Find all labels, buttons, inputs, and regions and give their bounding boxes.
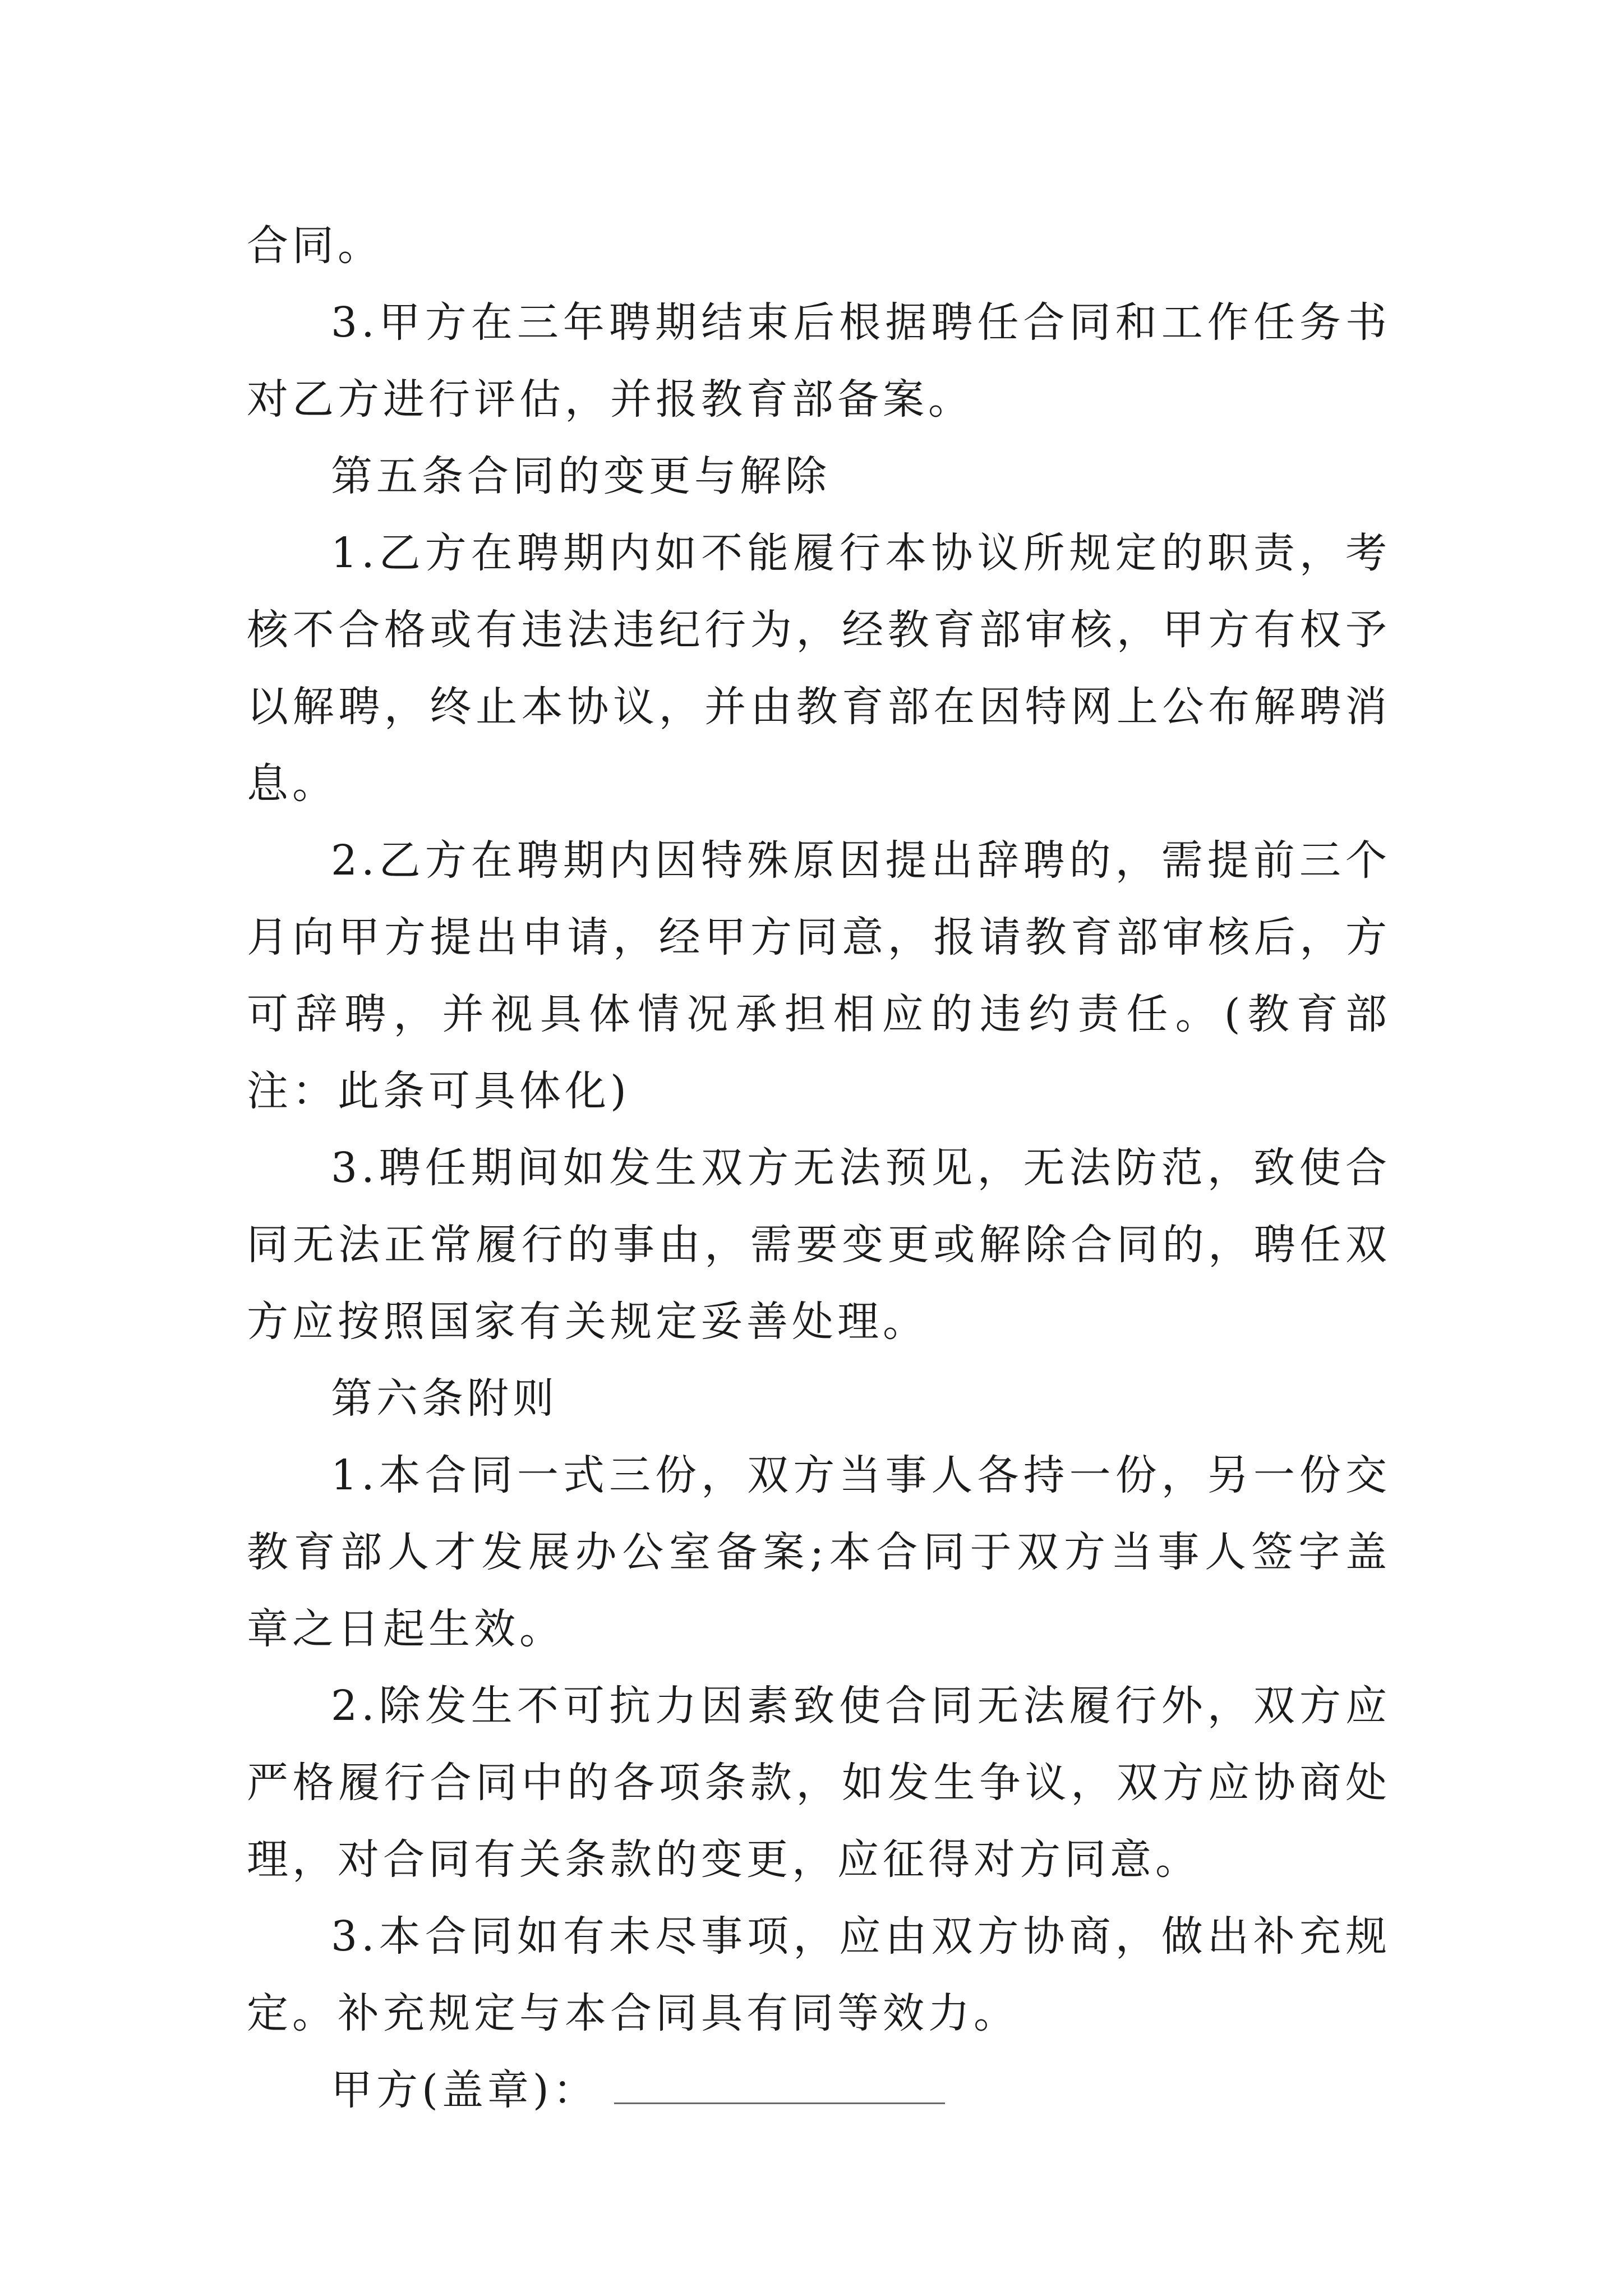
signature-label: 甲方(盖章)： bbox=[331, 2066, 598, 2114]
paragraph-clause-6-1: 1.本合同一式三份，双方当事人各持一份，另一份交教育部人才发展办公室备案;本合同于双方当事人签字盖章之日起生效。 bbox=[247, 1451, 1391, 1653]
section-heading-article-5: 第五条合同的变更与解除 bbox=[331, 452, 831, 500]
paragraph-clause-5-1: 1.乙方在聘期内如不能履行本协议所规定的职责，考核不合格或有违法违纪行为，经教育部审核，甲方有权予以解聘，终止本协议，并由教育部在因特网上公布解聘消息。 bbox=[247, 529, 1391, 808]
paragraph-clause-4-3: 3.甲方在三年聘期结束后根据聘任合同和工作任务书对乙方进行评估，并报教育部备案。 bbox=[247, 298, 1391, 424]
paragraph-continuation: 合同。 bbox=[247, 222, 383, 270]
paragraph-clause-5-2: 2.乙方在聘期内因特殊原因提出辞聘的，需提前三个月向甲方提出申请，经甲方同意，报请教育部审核后，方可辞聘，并视具体情况承担相应的违约责任。(教育部注：此条可具体化) bbox=[247, 836, 1391, 1115]
paragraph-clause-6-3: 3.本合同如有未尽事项，应由双方协商，做出补充规定。补充规定与本合同具有同等效力。 bbox=[247, 1912, 1391, 2037]
paragraph-clause-5-3: 3.聘任期间如发生双方无法预见，无法防范，致使合同无法正常履行的事由，需要变更或解除合同的，聘任双方应按照国家有关规定妥善处理。 bbox=[247, 1144, 1391, 1346]
signature-party-a bbox=[247, 2052, 1391, 2129]
signature-blank-line bbox=[614, 2069, 945, 2104]
section-heading-article-6: 第六条附则 bbox=[331, 1374, 558, 1423]
document-body bbox=[247, 208, 1391, 2129]
paragraph-clause-6-2: 2.除发生不可抗力因素致使合同无法履行外，双方应严格履行合同中的各项条款，如发生争议，双方应协商处理，对合同有关条款的变更，应征得对方同意。 bbox=[247, 1682, 1391, 1884]
